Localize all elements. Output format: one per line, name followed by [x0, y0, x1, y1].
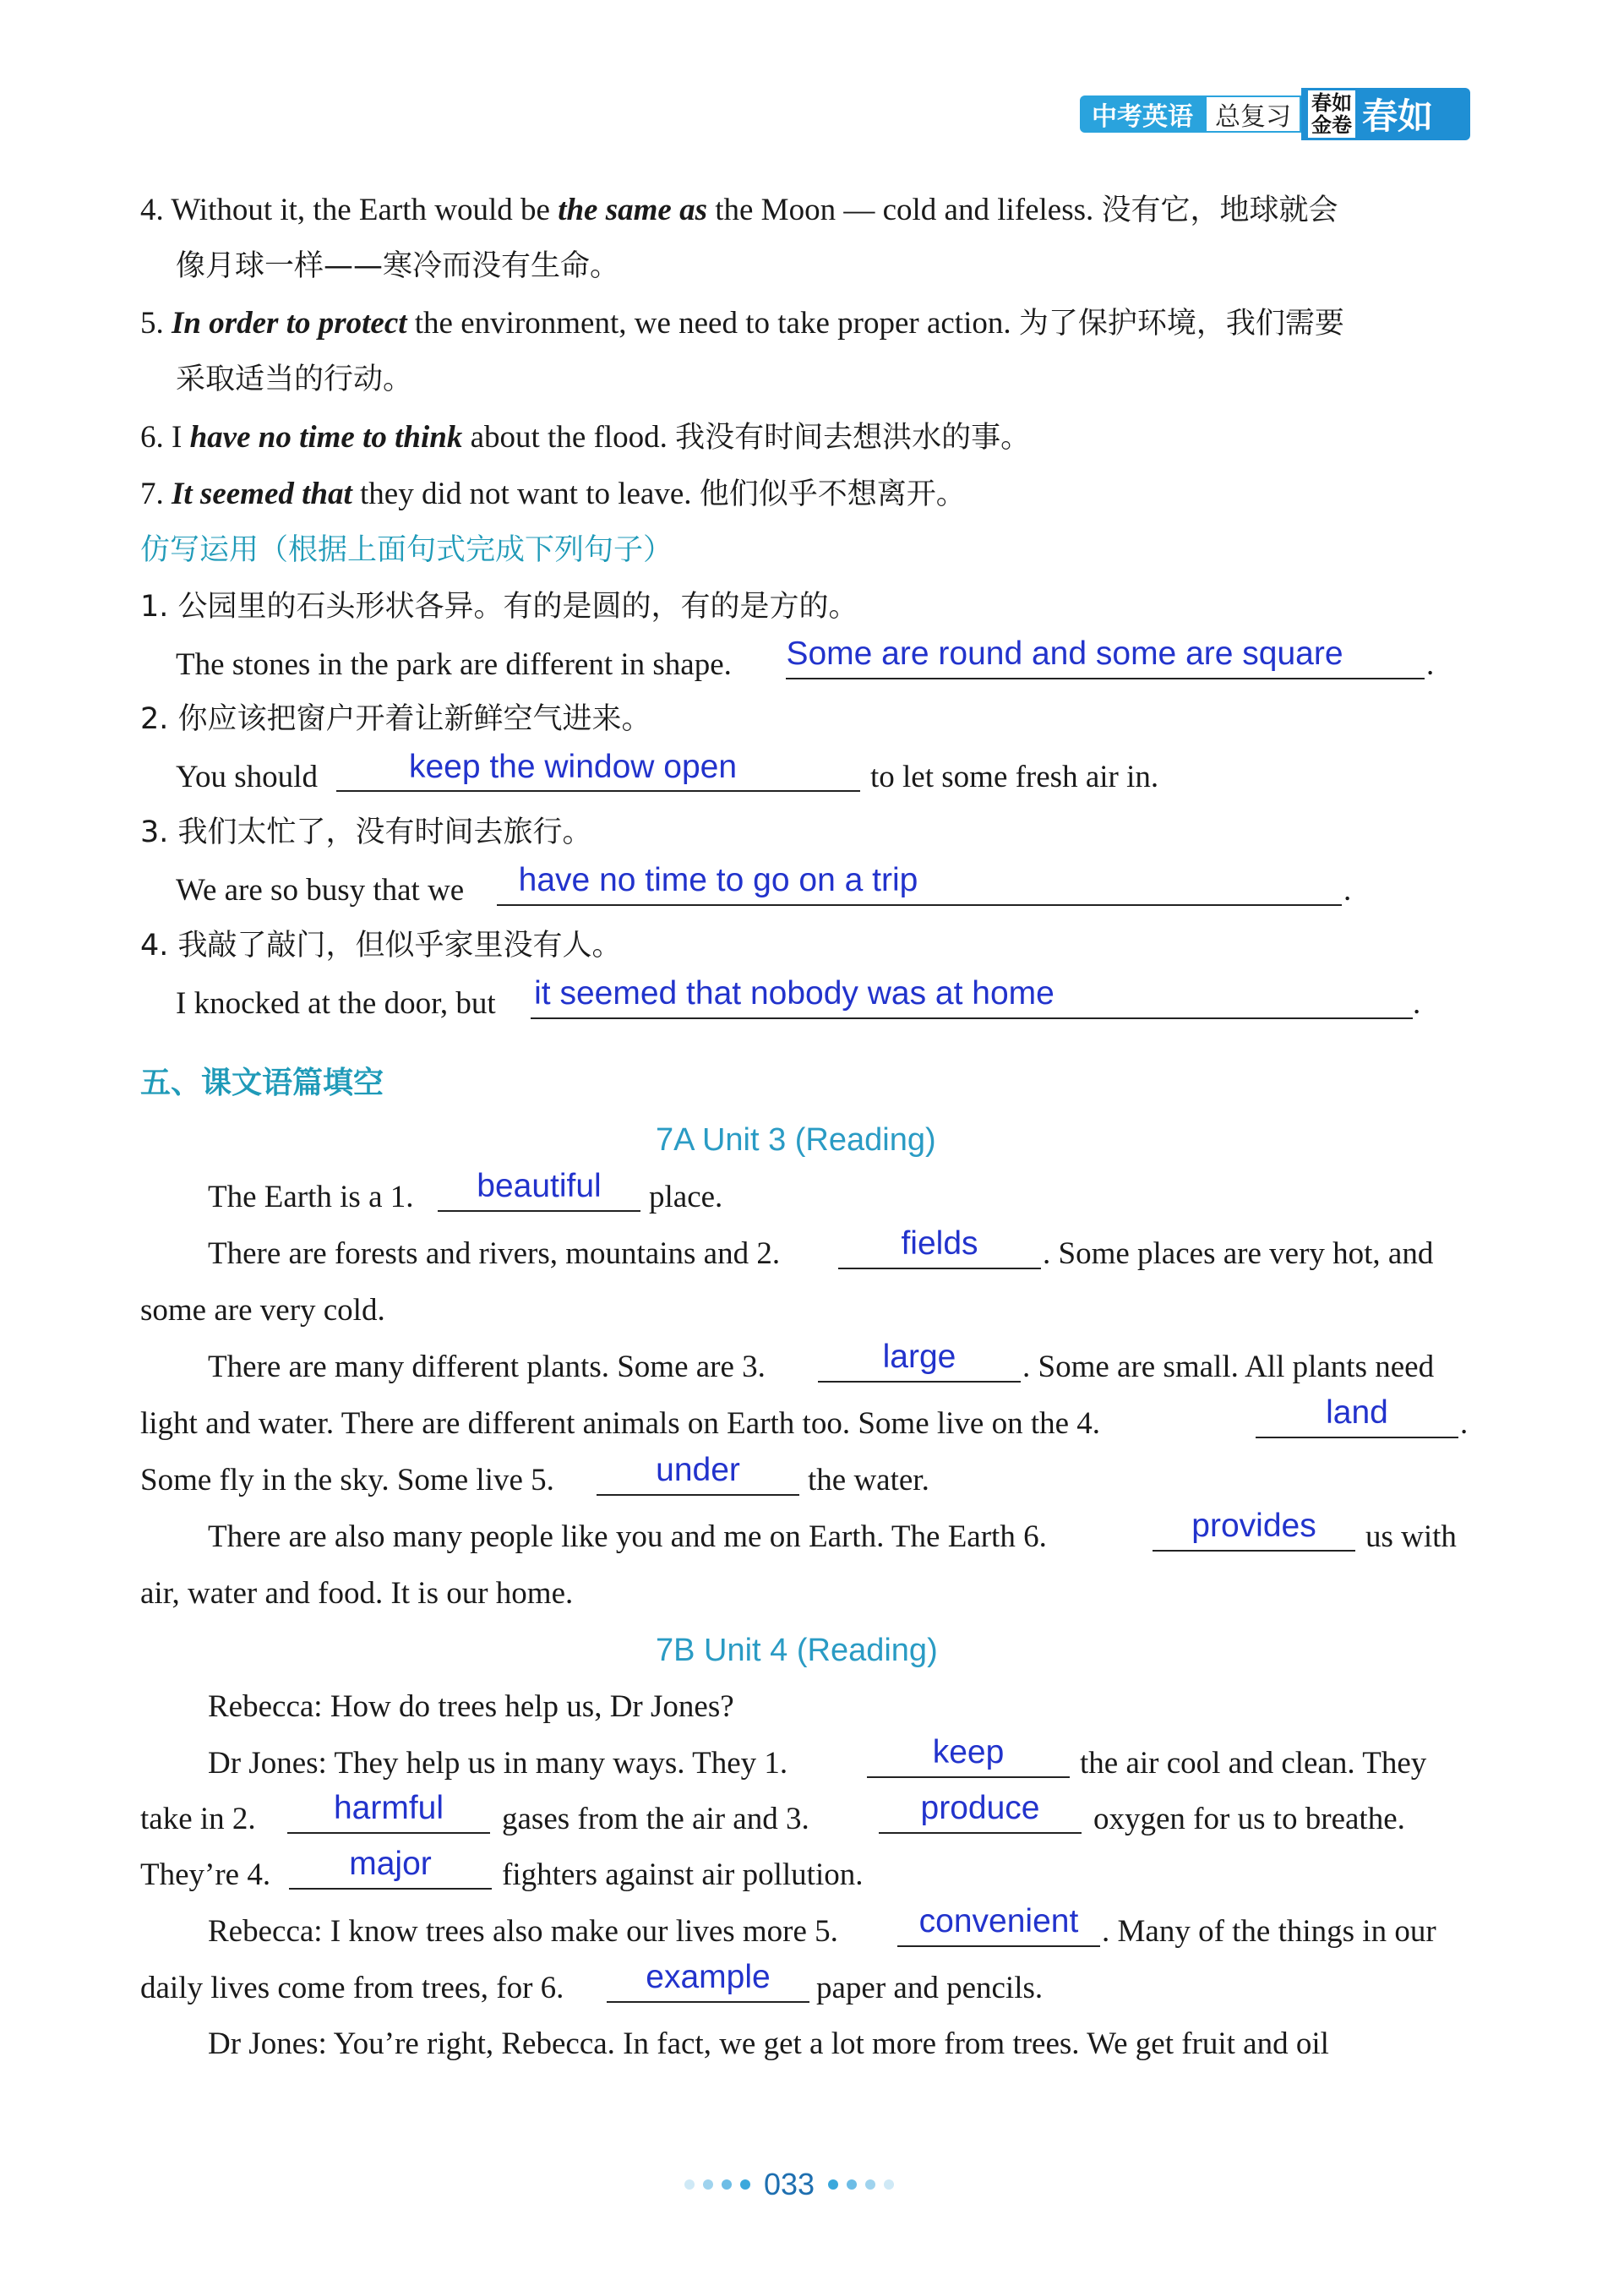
unit-a-l2b: . Some places are very hot, and [1043, 1236, 1434, 1271]
page-footer [684, 2167, 894, 2202]
unit-b-l3b: gases from the air and 3. [502, 1802, 809, 1836]
unit-a-answer-6[interactable]: provides [1191, 1508, 1316, 1544]
pattern-4-post: the Moon — cold and lifeless. [706, 193, 1102, 227]
unit-a-l7b: us with [1365, 1519, 1457, 1554]
pattern-7-post: they did not want to leave. [352, 477, 700, 511]
unit-b-l2b: the air cool and clean. They [1080, 1746, 1427, 1781]
footer-dot-icon [703, 2179, 713, 2190]
imitation-1-answer[interactable]: Some are round and some are square [786, 635, 1343, 672]
unit-b-blank-6 [607, 2001, 809, 2003]
unit-a-l6a: Some fly in the sky. Some live 5. [140, 1463, 554, 1497]
badge-review: 总复习 [1205, 95, 1301, 133]
unit-a-l1b: place. [649, 1180, 723, 1214]
unit-a-blank-5 [597, 1494, 799, 1496]
imitation-1-post: . [1426, 647, 1435, 682]
pattern-4-line2: 像月球一样——寒冷而没有生命。 [176, 249, 620, 283]
pattern-7-em: It seemed that [172, 477, 352, 511]
unit-a-blank-1 [438, 1210, 640, 1212]
unit-b-l2a: Dr Jones: They help us in many ways. They 1. [208, 1746, 788, 1781]
unit-a-l1a: The Earth is a 1. [208, 1180, 414, 1214]
imitation-2-blank [336, 790, 860, 792]
unit-a-answer-5[interactable]: under [656, 1452, 740, 1488]
unit-a-blank-2 [838, 1268, 1041, 1269]
unit-b-blank-5 [897, 1945, 1100, 1947]
pattern-6-line [140, 422, 1030, 453]
pattern-7-zh: 他们似乎不想离开。 [699, 477, 966, 511]
imitation-1-blank [786, 678, 1425, 679]
badge-subject: 中考英语 [1080, 95, 1205, 133]
imitation-2-zh: 2. 你应该把窗户开着让新鲜空气进来。 [140, 702, 651, 736]
unit-b-l3c: oxygen for us to breathe. [1093, 1802, 1405, 1836]
imitation-4-post: . [1413, 986, 1421, 1021]
badge-brand-stack [1308, 90, 1355, 138]
pattern-6-post: about the flood. [462, 420, 676, 455]
imitation-3-blank [497, 904, 1342, 906]
pattern-4-zh1: 没有它，地球就会 [1101, 194, 1338, 227]
pattern-5-num: 5. [140, 306, 172, 341]
pattern-6-zh: 我没有时间去想洪水的事。 [675, 421, 1031, 455]
pattern-7-line [140, 478, 966, 510]
imitation-heading: 仿写运用（根据上面句式完成下列句子） [140, 533, 673, 567]
section-5-heading: 五、课文语篇填空 [140, 1066, 384, 1100]
unit-a-l8: air, water and food. It is our home. [140, 1576, 574, 1611]
imitation-2-answer[interactable]: keep the window open [408, 749, 738, 785]
unit-a-l5a: light and water. There are different animals on Earth too. Some live on the 4. [140, 1406, 1101, 1441]
unit-b-l6a: daily lives come from trees, for 6. [140, 1971, 564, 2005]
unit-b-blank-2 [287, 1832, 490, 1834]
unit-a-l4a: There are many different plants. Some are 3. [208, 1350, 766, 1384]
unit-a-answer-3[interactable]: large [882, 1339, 956, 1375]
pattern-5-zh1: 为了保护环境，我们需要 [1018, 307, 1344, 341]
footer-dot-icon [740, 2179, 750, 2190]
imitation-3-zh: 3. 我们太忙了，没有时间去旅行。 [140, 815, 592, 849]
unit-b-l5b: . Many of the things in our [1102, 1914, 1436, 1949]
unit-a-l6b: the water. [808, 1463, 929, 1497]
page-number: 033 [764, 2167, 815, 2201]
unit-a-blank-3 [818, 1381, 1021, 1383]
footer-dot-icon [828, 2179, 838, 2190]
imitation-2-post: to let some fresh air in. [870, 760, 1159, 794]
unit-a-answer-2[interactable]: fields [901, 1225, 978, 1262]
imitation-4-blank [531, 1017, 1413, 1019]
imitation-2-pre: You should [176, 760, 318, 794]
footer-dot-icon [847, 2179, 857, 2190]
imitation-3-answer[interactable]: have no time to go on a trip [518, 862, 918, 898]
badge-brand-top: 春如 [1311, 91, 1352, 115]
unit-b-l4a: They’re 4. [140, 1857, 271, 1892]
pattern-4-line1 [140, 194, 1338, 226]
unit-b-l6b: paper and pencils. [816, 1971, 1044, 2005]
unit-a-l7a: There are also many people like you and me on Earth. The Earth 6. [208, 1519, 1047, 1554]
unit-b-blank-1 [867, 1776, 1070, 1778]
unit-a-answer-1[interactable]: beautiful [477, 1168, 602, 1204]
unit-b-blank-3 [879, 1832, 1082, 1834]
unit-b-answer-6[interactable]: example [646, 1959, 771, 1995]
footer-dot-icon [684, 2179, 695, 2190]
unit-b-answer-5[interactable]: convenient [918, 1903, 1079, 1939]
unit-b-blank-4 [289, 1888, 492, 1890]
imitation-3-pre: We are so busy that we [176, 873, 465, 908]
pattern-4-pre: Without it, the Earth would be [171, 193, 559, 227]
footer-dot-icon [722, 2179, 732, 2190]
unit-a-title: 7A Unit 3 (Reading) [656, 1122, 936, 1158]
unit-b-l4b: fighters against air pollution. [502, 1857, 864, 1892]
unit-a-answer-4[interactable]: land [1326, 1394, 1388, 1431]
imitation-4-pre: I knocked at the door, but [176, 986, 496, 1021]
unit-a-blank-6 [1153, 1550, 1355, 1552]
unit-a-l5b: . [1460, 1406, 1469, 1441]
unit-b-answer-4[interactable]: major [349, 1846, 432, 1882]
pattern-6-em: have no time to think [189, 420, 463, 455]
unit-b-answer-1[interactable]: keep [932, 1734, 1005, 1770]
imitation-4-zh: 4. 我敲了敲门，但似乎家里没有人。 [140, 929, 622, 963]
badge-brand [1301, 88, 1470, 140]
brand-logo-icon: 春如 [1362, 95, 1434, 137]
imitation-1-zh: 1. 公园里的石头形状各异。有的是圆的，有的是方的。 [140, 590, 858, 624]
footer-dot-icon [884, 2179, 894, 2190]
footer-dot-icon [865, 2179, 875, 2190]
pattern-6-num: 6. I [140, 420, 190, 455]
unit-a-blank-4 [1256, 1437, 1458, 1438]
pattern-5-line1 [140, 308, 1344, 339]
imitation-4-answer[interactable]: it seemed that nobody was at home [534, 975, 1055, 1012]
badge-brand-bottom: 金卷 [1311, 113, 1352, 137]
pattern-5-line2: 采取适当的行动。 [176, 363, 413, 396]
imitation-3-post: . [1343, 873, 1352, 908]
unit-b-l1: Rebecca: How do trees help us, Dr Jones? [208, 1689, 734, 1724]
series-header-badge [1080, 85, 1470, 144]
pattern-4-em: the same as [558, 193, 707, 227]
unit-b-title: 7B Unit 4 (Reading) [656, 1633, 938, 1668]
unit-a-l2a: There are forests and rivers, mountains and 2. [208, 1236, 781, 1271]
unit-b-l3a: take in 2. [140, 1802, 256, 1836]
unit-a-l4b: . Some are small. All plants need [1022, 1350, 1435, 1384]
pattern-5-post: the environment, we need to take proper action. [406, 306, 1019, 341]
unit-b-answer-2[interactable]: harmful [333, 1790, 444, 1826]
pattern-7-num: 7. [140, 477, 172, 511]
unit-a-l3: some are very cold. [140, 1293, 385, 1328]
unit-b-answer-3[interactable]: produce [920, 1790, 1040, 1826]
unit-b-l5a: Rebecca: I know trees also make our lives more 5. [208, 1914, 838, 1949]
pattern-4-num: 4. [140, 193, 172, 227]
unit-b-l7: Dr Jones: You’re right, Rebecca. In fact, we get a lot more from trees. We get fruit and oil [208, 2026, 1329, 2061]
pattern-5-em: In order to protect [172, 306, 407, 341]
imitation-1-pre: The stones in the park are different in shape. [176, 647, 732, 682]
